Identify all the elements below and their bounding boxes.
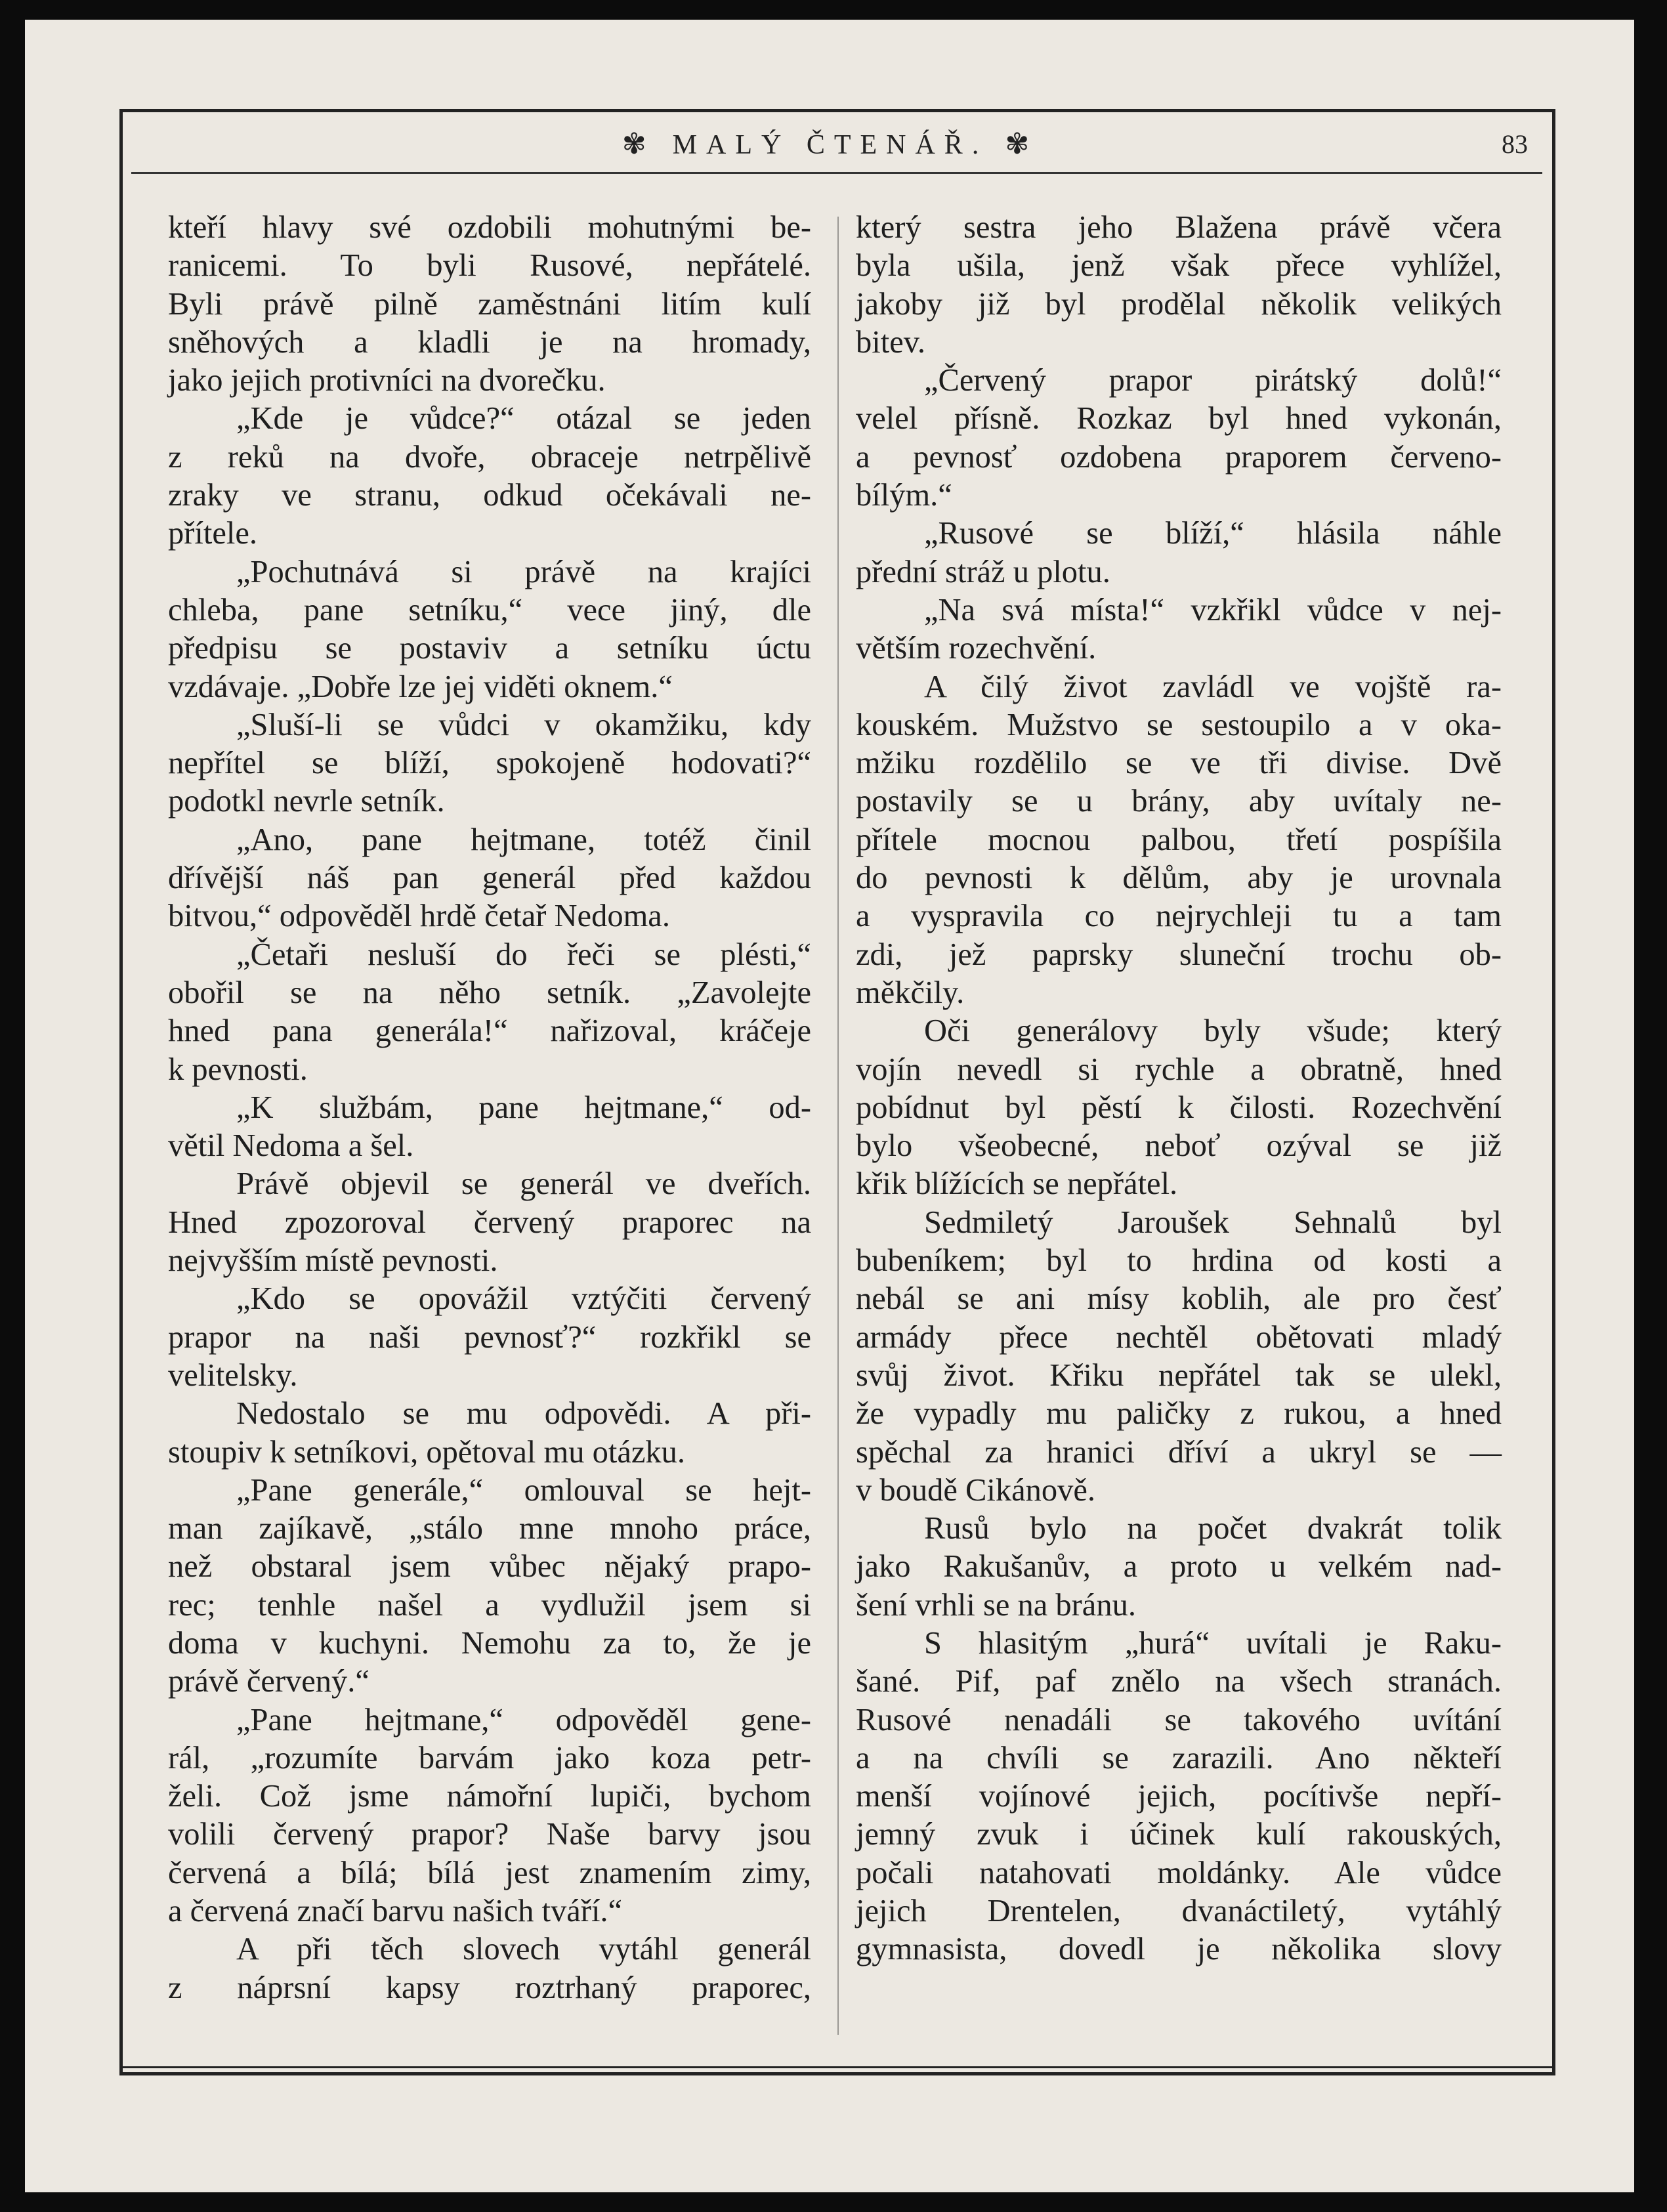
text-line: „Na svá místa!“ vzkřikl vůdce v nej-	[924, 592, 1502, 627]
text-line: do pevnosti k dělům, aby je urovnala	[856, 861, 1502, 896]
text-line: který sestra jeho Blažena právě včera	[856, 210, 1502, 245]
text-line: Hned zpozoroval červený praporec na	[168, 1204, 811, 1240]
text-line: man zajíkavě, „stálo mne mnoho práce,	[168, 1511, 811, 1546]
text-line: červená a bílá; bílá jest znamením zimy,	[168, 1855, 811, 1890]
text-line: a vyspravila co nejrychleji tu a tam	[856, 899, 1502, 934]
text-line: šané. Pif, paf znělo na všech stranách.	[856, 1664, 1502, 1699]
right-ornament-icon: ✾	[1005, 128, 1039, 160]
text-line: A čilý život zavládl ve vojště ra-	[924, 669, 1502, 704]
text-line: vojín nevedl si rychle a obratně, hned	[856, 1052, 1502, 1087]
text-line: vzdávaje. „Dobře lze jej viděti oknem.“	[168, 669, 673, 704]
text-line: velel přísně. Rozkaz byl hned vykonán,	[856, 401, 1502, 436]
left-ornament-icon: ✾	[622, 128, 656, 160]
text-line: S hlasitým „hurá“ uvítali je Raku-	[924, 1625, 1502, 1661]
column-divider	[837, 217, 839, 2035]
text-line: volili červený prapor? Naše barvy jsou	[168, 1817, 811, 1852]
text-line: a pevnosť ozdobena praporem červeno-	[856, 439, 1502, 475]
text-line: Byli právě pilně zaměstnáni litím kulí	[168, 286, 811, 322]
text-line: „Ano, pane hejtmane, totéž činil	[236, 822, 811, 857]
text-line: jako Rakušanův, a proto u velkém nad-	[856, 1549, 1502, 1585]
text-line: „Kdo se opovážil vztýčiti červený	[236, 1281, 811, 1317]
text-line: zdi, jež paprsky sluneční trochu ob-	[856, 937, 1502, 972]
text-line: mžiku rozdělilo se ve tři divise. Dvě	[856, 746, 1502, 781]
text-line: „Četaři nesluší do řeči se plésti,“	[236, 937, 811, 972]
text-line: podotkl nevrle setník.	[168, 784, 445, 819]
text-line: Sedmiletý Jaroušek Sehnalů byl	[924, 1204, 1502, 1240]
text-line: Právě objevil se generál ve dveřích.	[236, 1166, 811, 1202]
text-line: pobídnut byl pěstí k čilosti. Rozechvění	[856, 1090, 1502, 1125]
page-number: 83	[1502, 129, 1528, 159]
text-line: větším rozechvění.	[856, 631, 1097, 666]
right-text-column	[856, 209, 1502, 1969]
text-line: nepřítel se blíží, spokojeně hodovati?“	[168, 746, 811, 781]
text-line: želi. Což jsme námořní lupiči, bychom	[168, 1779, 811, 1814]
text-line: „Pane generále,“ omlouval se hejt-	[236, 1472, 811, 1508]
text-line: chleba, pane setníku,“ vece jiný, dle	[168, 592, 811, 627]
text-line: Rusové nenadáli se takového uvítání	[856, 1702, 1502, 1737]
text-line: přítele mocnou palbou, třetí pospíšila	[856, 822, 1502, 857]
text-line: svůj život. Křiku nepřátel tak se ulekl,	[856, 1357, 1502, 1393]
text-line: počali natahovati moldánky. Ale vůdce	[856, 1855, 1502, 1890]
text-line: větil Nedoma a šel.	[168, 1128, 414, 1164]
text-line: nebál se ani mísy koblih, ale pro česť	[856, 1281, 1502, 1317]
text-line: menší vojínové jejich, pocítivše nepří-	[856, 1779, 1502, 1814]
text-line: kouském. Mužstvo se sestoupilo a v oka-	[856, 707, 1502, 742]
text-line: měkčily.	[856, 975, 965, 1010]
text-line: Oči generálovy byly všude; který	[924, 1013, 1502, 1049]
text-line: ranicemi. To byli Rusové, nepřátelé.	[168, 248, 811, 284]
text-line: zraky ve stranu, odkud očekávali ne-	[168, 478, 811, 513]
text-line: armády přece nechtěl obětovati mladý	[856, 1319, 1502, 1355]
text-line: a na chvíli se zarazili. Ano někteří	[856, 1740, 1502, 1776]
text-line: sněhových a kladli je na hromady,	[168, 324, 811, 360]
header-rule	[131, 172, 1542, 174]
text-line: „Rusové se blíží,“ hlásila náhle	[924, 516, 1502, 551]
text-line: spěchal za hranici dříví a ukryl se —	[856, 1434, 1502, 1470]
running-header	[125, 118, 1536, 171]
text-line: byla ušila, jenž však přece vyhlížel,	[856, 248, 1502, 284]
left-text-column	[168, 209, 811, 2007]
text-line: v boudě Cikánově.	[856, 1472, 1096, 1508]
text-line: „Sluší-li se vůdci v okamžiku, kdy	[236, 707, 811, 742]
text-line: než obstaral jsem vůbec nějaký prapo-	[168, 1549, 811, 1585]
text-line: stoupiv k setníkovi, opětoval mu otázku.	[168, 1434, 686, 1470]
text-line: Nedostalo se mu odpovědi. A při-	[236, 1396, 811, 1432]
text-line: bubeníkem; byl to hrdina od kosti a	[856, 1243, 1502, 1279]
text-line: velitelsky.	[168, 1357, 298, 1393]
text-line: bitvou,“ odpověděl hrdě četař Nedoma.	[168, 899, 670, 934]
text-line: bitev.	[856, 324, 925, 360]
text-line: „Pochutnává si právě na krajíci	[236, 554, 811, 589]
text-line: právě červený.“	[168, 1664, 369, 1699]
text-line: předpisu se postaviv a setníku úctu	[168, 631, 811, 666]
text-line: z reků na dvoře, obraceje netrpělivě	[168, 439, 811, 475]
text-line: jako jejich protivníci na dvorečku.	[168, 363, 606, 398]
text-line: rec; tenhle našel a vydlužil jsem si	[168, 1587, 811, 1623]
text-line: kteří hlavy své ozdobili mohutnými be-	[168, 210, 811, 245]
text-line: přední stráž u plotu.	[856, 554, 1110, 589]
text-line: „Červený prapor pirátský dolů!“	[924, 363, 1502, 398]
text-line: prapor na naši pevnosť?“ rozkřikl se	[168, 1319, 811, 1355]
text-line: hned pana generála!“ nařizoval, kráčeje	[168, 1013, 811, 1049]
text-line: a červená značí barvu našich tváří.“	[168, 1894, 623, 1929]
journal-title: MALÝ ČTENÁŘ.	[672, 130, 988, 160]
text-line: přítele.	[168, 516, 258, 551]
text-line: bílým.“	[856, 478, 952, 513]
text-line: A při těch slovech vytáhl generál	[236, 1932, 811, 1967]
text-line: bylo všeobecné, neboť ozýval se již	[856, 1128, 1502, 1164]
text-line: „K službám, pane hejtmane,“ od-	[236, 1090, 811, 1125]
text-line: rál, „rozumíte barvám jako koza petr-	[168, 1740, 811, 1776]
header-title-wrap	[605, 130, 1055, 160]
text-line: nejvyšším místě pevnosti.	[168, 1243, 498, 1279]
text-line: jemný zvuk i účinek kulí rakouských,	[856, 1817, 1502, 1852]
text-line: dřívější náš pan generál před každou	[168, 861, 811, 896]
bottom-rule	[122, 2066, 1553, 2068]
text-line: postavily se u brány, aby uvítaly ne-	[856, 784, 1502, 819]
text-line: „Kde je vůdce?“ otázal se jeden	[236, 401, 811, 436]
text-line: obořil se na něho setník. „Zavolejte	[168, 975, 811, 1010]
text-line: jakoby již byl prodělal několik velikých	[856, 286, 1502, 322]
text-line: doma v kuchyni. Nemohu za to, že je	[168, 1625, 811, 1661]
text-line: Rusů bylo na počet dvakrát tolik	[924, 1511, 1502, 1546]
text-line: „Pane hejtmane,“ odpověděl gene-	[236, 1702, 811, 1737]
text-line: gymnasista, dovedl je několika slovy	[856, 1932, 1502, 1967]
text-line: šení vrhli se na bránu.	[856, 1587, 1136, 1623]
text-line: k pevnosti.	[168, 1052, 308, 1087]
text-line: jejich Drentelen, dvanáctiletý, vytáhlý	[856, 1894, 1502, 1929]
text-line: křik blížících se nepřátel.	[856, 1166, 1178, 1202]
text-line: z náprsní kapsy roztrhaný praporec,	[168, 1970, 811, 2005]
text-line: že vypadly mu paličky z rukou, a hned	[856, 1396, 1502, 1432]
